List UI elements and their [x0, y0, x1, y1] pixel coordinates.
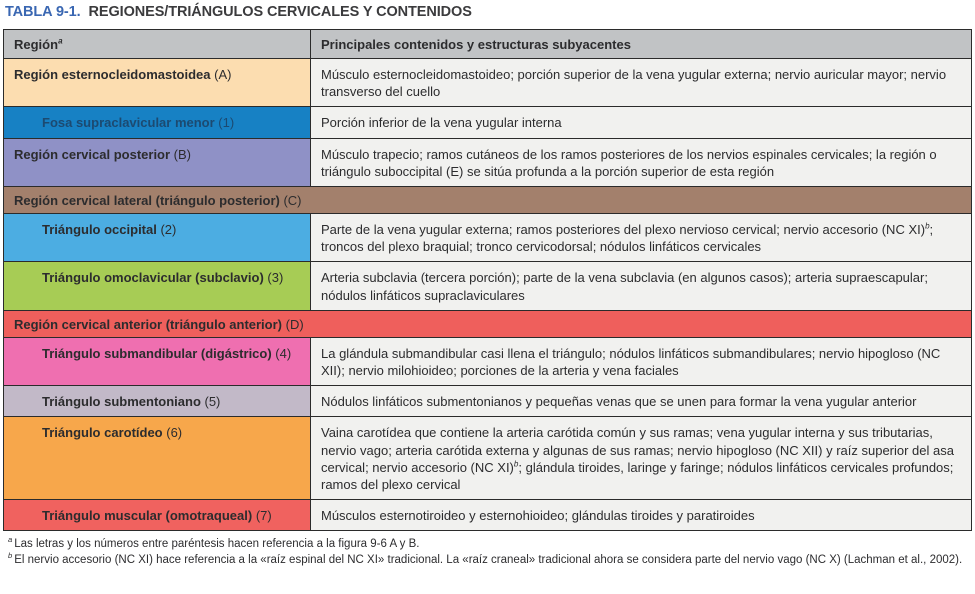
triangulo-carotideo-contents: Vaina carotídea que contiene la arteria carótida común y sus ramas; vena yugular interna y sus tributarias, nervio vago; arteria carótida externa y algunas de sus ramas; nervio hipogloso (NC XII) y raíz superior del asa cervical; nervio accesorio (NC XI)$^b$; glándula tiroides, laringe y faringe; nódulos linfáticos cervicales profundos; ramos del plexo cervical — [311, 416, 971, 499]
column-header-contents: Principales contenidos y estructuras subyacentes — [311, 30, 971, 58]
region-name: Triángulo omoclavicular (subclavio) — [42, 270, 264, 286]
region-ref-letter: (D) — [282, 316, 304, 332]
region-name: Región esternocleidomastoidea — [14, 67, 211, 83]
region-name: Región cervical lateral (triángulo posterior) — [14, 192, 280, 208]
triangulo-submentoniano — [4, 385, 311, 416]
region-name: Triángulo submandibular (digástrico) — [42, 345, 272, 361]
region-name: Triángulo occipital — [42, 222, 157, 238]
footnote-marker: b — [8, 551, 13, 561]
region-name: Región cervical posterior — [14, 146, 171, 162]
fosa-supraclavicular-menor — [4, 106, 311, 137]
triangulo-muscular-contents: Músculos esternotiroideo y esternohioideo; glándulas tiroides y paratiroides — [311, 499, 971, 530]
footnote-a — [8, 537, 972, 552]
footnote-marker: a — [8, 535, 13, 545]
table-title-text: REGIONES/TRIÁNGULOS CERVICALES Y CONTENIDOS — [88, 4, 472, 20]
region-ref-letter: (2) — [156, 222, 177, 238]
page-title — [3, 3, 972, 20]
region-cervical-posterior — [4, 138, 311, 186]
triangulo-occipital-contents: Parte de la vena yugular externa; ramos posteriores del plexo nervioso cervical; nervio accesorio (NC XI)$^b$; troncos del plexo braquial; tronco cervicodorsal; nódulos linfáticos cervicales — [311, 213, 971, 261]
triangulo-muscular — [4, 499, 311, 530]
section-region-cervical-anterior — [4, 310, 971, 337]
column-header-region: Región$^a$ — [4, 30, 311, 58]
region-esternocleidomastoidea — [4, 58, 311, 106]
region-ref-letter: (7) — [252, 507, 272, 523]
region-name: Triángulo carotídeo — [42, 425, 163, 441]
triangulo-submandibular-contents: La glándula submandibular casi llena el triángulo; nódulos linfáticos submandibulares; nervio hipogloso (NC XII); nervio milohioideo; porciones de la arteria y vena faciales — [311, 337, 971, 385]
table-number-label: TABLA 9-1. — [5, 4, 81, 20]
triangulo-submandibular — [4, 337, 311, 385]
triangulo-occipital — [4, 213, 311, 261]
footnote-text: El nervio accesorio (NC XI) hace referencia a la «raíz espinal del NC XI» tradicional. La «raíz craneal» tradicional ahora se considera parte del nervio vago (NC X) (Lachman et al., 2002). — [14, 554, 963, 567]
region-ref-letter: (1) — [214, 115, 235, 131]
region-ref-letter: (C) — [279, 192, 302, 208]
cervical-regions-table — [3, 29, 972, 531]
fosa-supraclavicular-menor-contents: Porción inferior de la vena yugular interna — [311, 106, 971, 137]
triangulo-carotideo — [4, 416, 311, 499]
region-ref-letter: (4) — [271, 345, 292, 361]
region-name: Triángulo submentoniano — [42, 394, 201, 410]
region-ref-letter: (5) — [200, 394, 221, 410]
region-name: Fosa supraclavicular menor — [42, 115, 215, 131]
triangulo-omoclavicular — [4, 261, 311, 309]
footnote-b — [8, 553, 972, 568]
region-ref-letter: (B) — [170, 146, 192, 162]
footnotes — [8, 537, 972, 568]
region-name: Región cervical anterior (triángulo anterior) — [14, 316, 282, 332]
region-name: Triángulo muscular (omotraqueal) — [42, 507, 253, 523]
region-cervical-posterior-contents: Músculo trapecio; ramos cutáneos de los ramos posteriores de los nervios espinales cervicales; la región o triángulo suboccipital (E) se sitúa profunda a la porción superior de esta región — [311, 138, 971, 186]
triangulo-submentoniano-contents: Nódulos linfáticos submentonianos y pequeñas venas que se unen para formar la vena yugular anterior — [311, 385, 971, 416]
triangulo-omoclavicular-contents: Arteria subclavia (tercera porción); parte de la vena subclavia (en algunos casos); arteria supraescapular; nódulos linfáticos supraclaviculares — [311, 261, 971, 309]
region-ref-letter: (6) — [162, 425, 183, 441]
footnote-text: Las letras y los números entre paréntesis hacen referencia a la figura 9-6 A y B. — [14, 538, 420, 551]
region-ref-letter: (3) — [263, 270, 284, 286]
region-ref-letter: (A) — [210, 67, 232, 83]
region-esternocleidomastoidea-contents: Músculo esternocleidomastoideo; porción superior de la vena yugular externa; nervio auricular mayor; nervio transverso del cuello — [311, 58, 971, 106]
section-region-cervical-lateral — [4, 186, 971, 213]
